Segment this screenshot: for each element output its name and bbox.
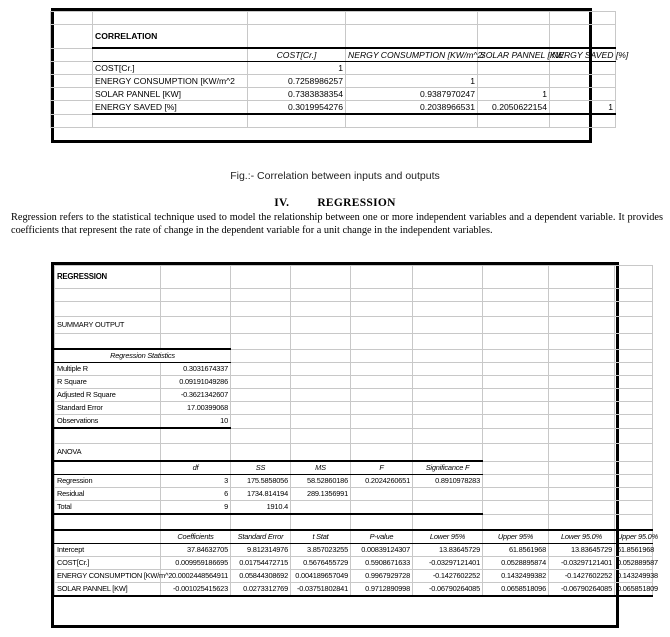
anova-row-label: Total (55, 501, 161, 515)
correlation-table-frame (51, 8, 629, 143)
coef-cell: 0.5908671633 (351, 557, 413, 570)
stat-value: 10 (161, 415, 231, 429)
coef-cell: 0.065851809 (615, 583, 653, 597)
coef-cell: -0.06790264085 (549, 583, 615, 597)
coef-cell: 0.5676455729 (291, 557, 351, 570)
coef-header: t Stat (291, 530, 351, 544)
corr-header-energy-consumption: NERGY CONSUMPTION [KW/m^2/ (346, 48, 478, 62)
coef-cell: 0.143249938 (615, 570, 653, 583)
stat-label: Multiple R (55, 363, 161, 376)
coef-cell: 61.8561968 (483, 544, 549, 557)
anova-header: SS (231, 461, 291, 475)
anova-cell (413, 488, 483, 501)
anova-cell: 1734.814194 (231, 488, 291, 501)
coef-header: Upper 95% (483, 530, 549, 544)
coef-cell: 13.83645729 (413, 544, 483, 557)
anova-cell: 0.2024260651 (351, 475, 413, 488)
regression-title: REGRESSION (55, 266, 161, 289)
section-paragraph: Regression refers to the statistical technique used to model the relationship between one or more independent variables and a dependent variable. It provides coefficients that represent the rate of change in the dependent variable for a unit change in the independent variables. (11, 212, 663, 236)
anova-cell: 3 (161, 475, 231, 488)
coef-cell: 3.857023255 (291, 544, 351, 557)
corr-cell: 0.7383838354 (248, 88, 346, 101)
stat-label: R Square (55, 376, 161, 389)
anova-row-label: Regression (55, 475, 161, 488)
corr-row-label: SOLAR PANNEL [KW] (93, 88, 248, 101)
anova-header: F (351, 461, 413, 475)
coef-cell: -0.001025415623 (161, 583, 231, 597)
coef-cell: 0.01754472715 (231, 557, 291, 570)
correlation-table (50, 11, 629, 128)
coef-header: Standard Error (231, 530, 291, 544)
coef-row-label: COST[Cr.] (55, 557, 161, 570)
coef-cell: -0.06790264085 (413, 583, 483, 597)
coef-cell: 61.8561968 (615, 544, 653, 557)
coef-cell: 0.0002448564911 (161, 570, 231, 583)
corr-row-label: COST[Cr.] (93, 62, 248, 75)
regression-table (54, 265, 658, 597)
coef-cell: 0.004189657049 (291, 570, 351, 583)
anova-cell: 175.5858056 (231, 475, 291, 488)
coef-row-label: ENERGY CONSUMPTION [KW/m^2 (55, 570, 161, 583)
coef-cell: 0.9712890998 (351, 583, 413, 597)
coef-cell: 37.84632705 (161, 544, 231, 557)
section-title: REGRESSION (317, 197, 396, 209)
corr-cell: 1 (346, 75, 478, 88)
corr-cell: 0.9387970247 (346, 88, 478, 101)
corr-cell: 0.3019954276 (248, 101, 346, 115)
coef-cell: 0.9967929728 (351, 570, 413, 583)
regression-statistics-label: Regression Statistics (55, 349, 231, 363)
corr-cell: 0.7258986257 (248, 75, 346, 88)
corr-cell: 1 (550, 101, 616, 115)
coef-cell: -0.03751802841 (291, 583, 351, 597)
section-heading (0, 197, 670, 209)
coef-cell: -0.1427602252 (413, 570, 483, 583)
corr-row-label: ENERGY CONSUMPTION [KW/m^2 (93, 75, 248, 88)
corr-cell (478, 75, 550, 88)
corr-cell: 0.2038966531 (346, 101, 478, 115)
coef-cell: 9.812314976 (231, 544, 291, 557)
coef-row-label: SOLAR PANNEL [KW] (55, 583, 161, 597)
summary-output-label: SUMMARY OUTPUT (55, 317, 161, 334)
coef-cell: 0.052889587 (615, 557, 653, 570)
corr-cell: 1 (478, 88, 550, 101)
stat-label: Adjusted R Square (55, 389, 161, 402)
regression-table-frame (51, 262, 658, 628)
anova-cell (351, 501, 413, 515)
section-number: IV. (274, 197, 290, 209)
correlation-title: CORRELATION (93, 25, 248, 49)
figure-caption: Fig.:- Correlation between inputs and outputs (230, 170, 440, 182)
coef-header: Lower 95% (413, 530, 483, 544)
anova-cell: 9 (161, 501, 231, 515)
stat-value: 17.00399068 (161, 402, 231, 415)
coef-cell: 0.00839124307 (351, 544, 413, 557)
coef-cell: 0.1432499382 (483, 570, 549, 583)
coef-cell: 0.009959186695 (161, 557, 231, 570)
anova-cell: 289.1356991 (291, 488, 351, 501)
stat-value: -0.3621342607 (161, 389, 231, 402)
anova-header: df (161, 461, 231, 475)
corr-cell: 0.2050622154 (478, 101, 550, 115)
coef-header: P-value (351, 530, 413, 544)
coef-cell: -0.03297121401 (549, 557, 615, 570)
corr-header-cost: COST[Cr.] (248, 48, 346, 62)
anova-cell: 58.52860186 (291, 475, 351, 488)
anova-cell (413, 501, 483, 515)
anova-cell: 1910.4 (231, 501, 291, 515)
anova-cell (351, 488, 413, 501)
stat-value: 0.3031674337 (161, 363, 231, 376)
corr-cell (550, 88, 616, 101)
anova-cell (291, 501, 351, 515)
stat-value: 0.09191049286 (161, 376, 231, 389)
corr-row-label: ENERGY SAVED [%] (93, 101, 248, 115)
coef-row-label: Intercept (55, 544, 161, 557)
coef-cell: -0.03297121401 (413, 557, 483, 570)
corr-cell (346, 62, 478, 75)
corr-header-energy-saved: NERGY SAVED [%] (550, 48, 616, 62)
corr-cell (550, 62, 616, 75)
coef-cell: 0.0273312769 (231, 583, 291, 597)
coef-header: Upper 95.0% (615, 530, 653, 544)
coef-cell: 13.83645729 (549, 544, 615, 557)
anova-cell: 0.8910978283 (413, 475, 483, 488)
coef-header: Coefficients (161, 530, 231, 544)
anova-cell: 6 (161, 488, 231, 501)
anova-header: Significance F (413, 461, 483, 475)
coef-cell: 0.0528895874 (483, 557, 549, 570)
anova-row-label: Residual (55, 488, 161, 501)
stat-label: Standard Error (55, 402, 161, 415)
anova-label: ANOVA (55, 444, 161, 462)
anova-header: MS (291, 461, 351, 475)
coef-cell: -0.1427602252 (549, 570, 615, 583)
corr-cell (550, 75, 616, 88)
coef-cell: 0.05844308692 (231, 570, 291, 583)
corr-header-solar-pannel: SOLAR PANNEL [KW (478, 48, 550, 62)
coef-header: Lower 95.0% (549, 530, 615, 544)
stat-label: Observations (55, 415, 161, 429)
corr-cell: 1 (248, 62, 346, 75)
corr-cell (478, 62, 550, 75)
coef-cell: 0.0658518096 (483, 583, 549, 597)
